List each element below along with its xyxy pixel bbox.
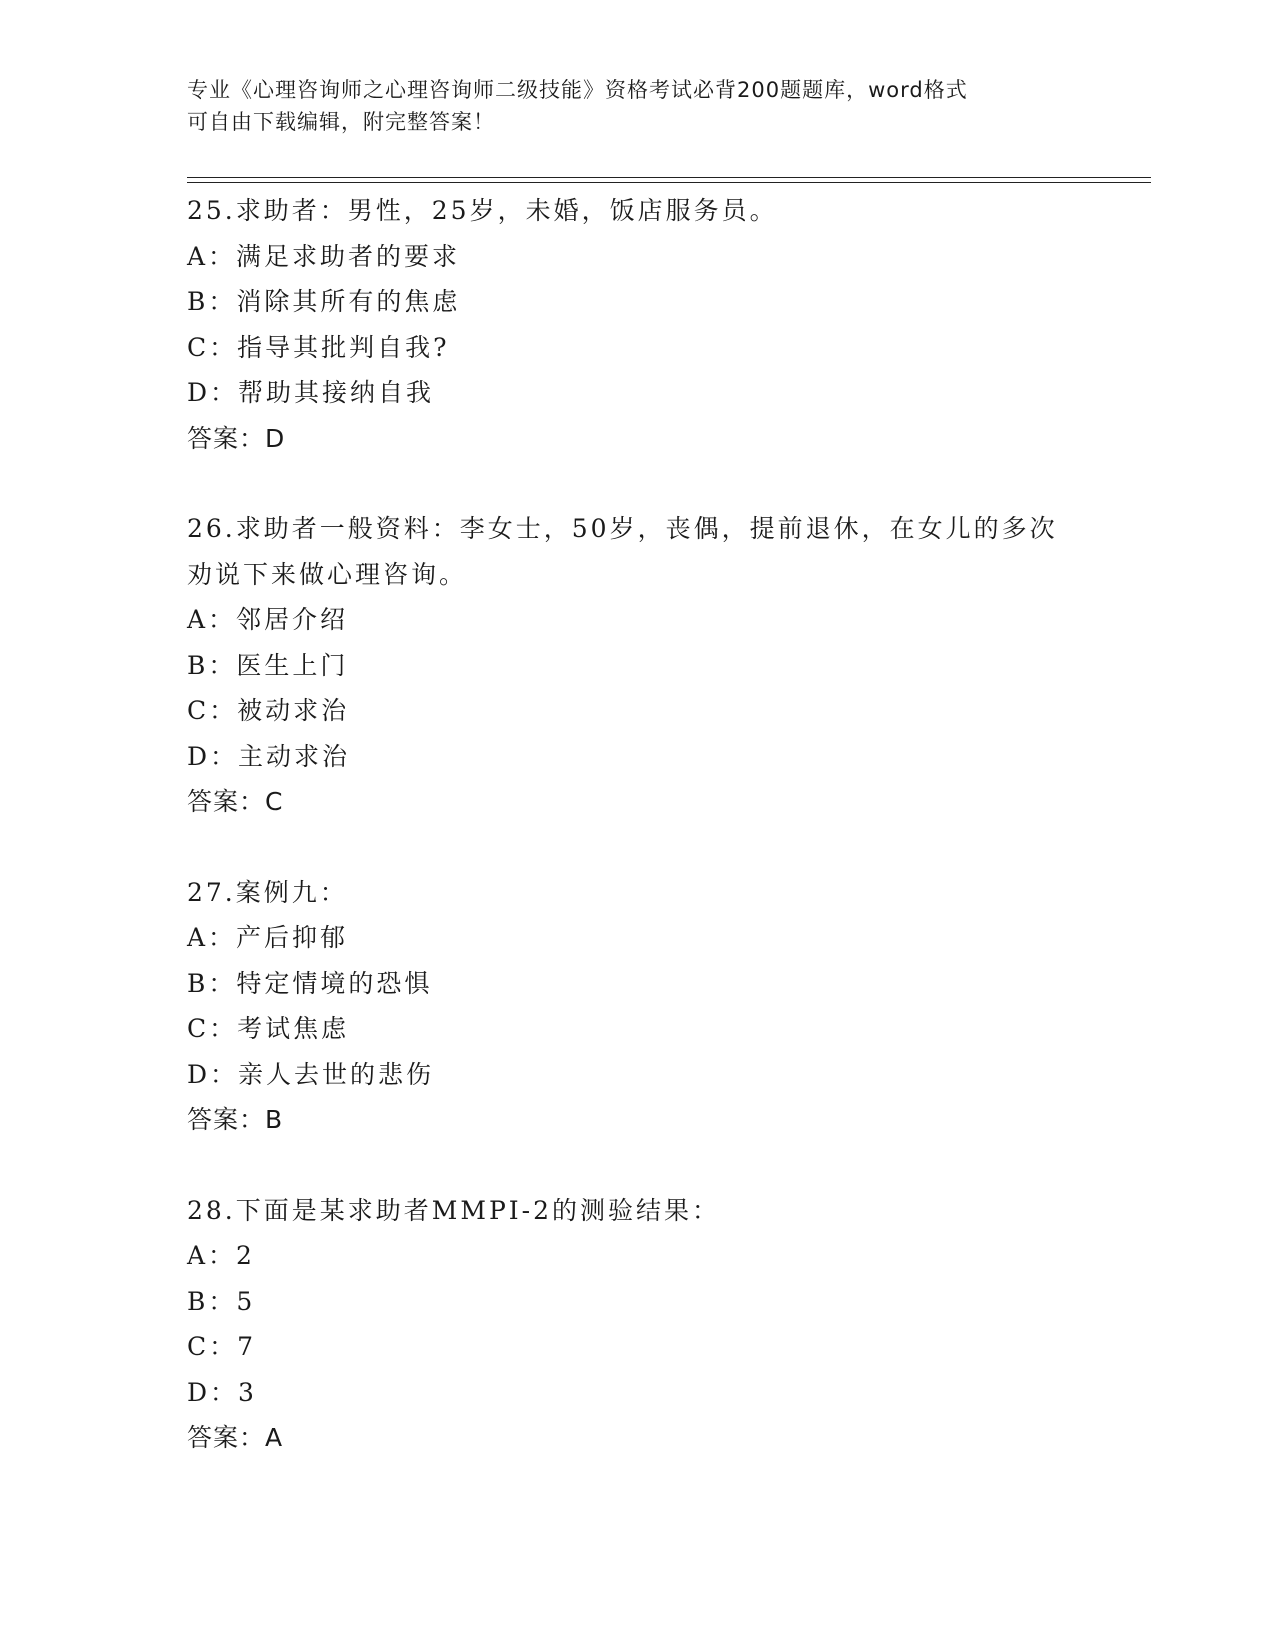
question-stem: 27.案例九： [187,877,348,907]
option-d: D：亲人去世的悲伤 [187,1059,435,1089]
question-27 [187,870,1087,1143]
answer-line: 答案：A [187,1423,284,1452]
question-26 [187,506,1087,825]
option-a: A：满足求助者的要求 [187,241,461,271]
option-b: B：特定情境的恐惧 [187,968,433,998]
option-b: B：医生上门 [187,650,349,680]
question-28 [187,1188,1087,1461]
answer-line: 答案：D [187,423,286,453]
option-a: A：邻居介绍 [187,605,349,634]
question-25 [187,188,1087,461]
question-stem: 26.求助者一般资料：李女士，50岁，丧偶，提前退休，在女儿的多次 [187,514,1058,543]
option-b: B：消除其所有的焦虑 [187,287,461,316]
header-divider-top [187,177,1151,178]
option-d: D：帮助其接纳自我 [187,378,435,407]
header-line-2: 可自由下载编辑，附完整答案！ [187,110,495,134]
option-c: C：指导其批判自我? [187,332,450,362]
option-c: C：考试焦虑 [187,1014,350,1043]
option-a: A：2 [187,1241,255,1270]
answer-line: 答案：B [187,1105,284,1134]
option-b: B：5 [187,1286,256,1316]
option-c: C：被动求治 [187,696,350,725]
header-divider-bottom [187,182,1151,183]
question-list [187,188,1087,1506]
option-a: A：产后抑郁 [187,923,349,952]
header-line-1: 专业《心理咨询师之心理咨询师二级技能》资格考试必背200题题库，word格式 [187,78,968,102]
question-stem-continued: 劝说下来做心理咨询。 [187,559,468,589]
option-d: D：主动求治 [187,741,351,771]
answer-line: 答案：C [187,787,284,816]
question-stem: 25.求助者：男性，25岁，未婚，饭店服务员。 [187,196,778,225]
document-header [187,74,1067,138]
option-c: C：7 [187,1332,257,1361]
option-d: D：3 [187,1377,257,1407]
question-stem: 28.下面是某求助者MMPI-2的测验结果： [187,1195,721,1225]
